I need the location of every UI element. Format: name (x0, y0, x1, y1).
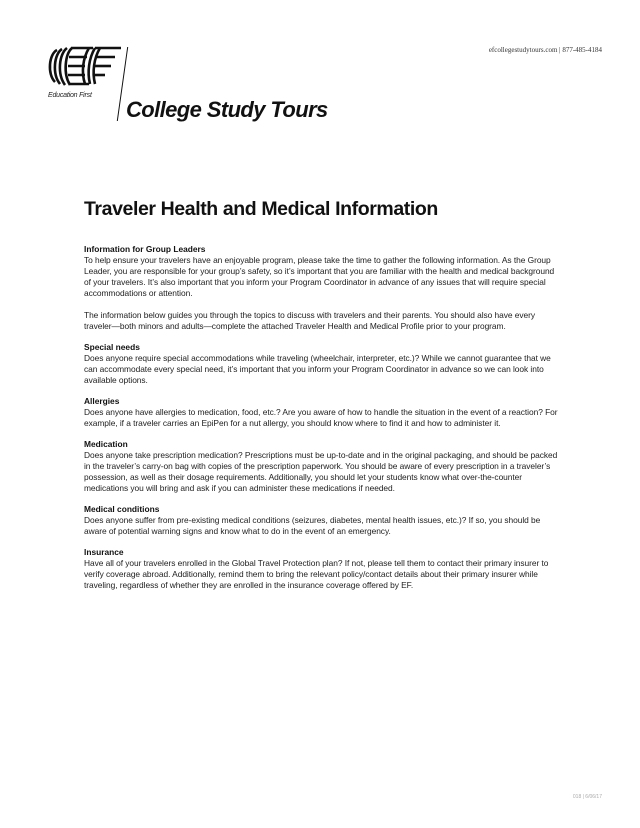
section-heading: Allergies (84, 396, 120, 406)
section-paragraph: Does anyone suffer from pre-existing medical conditions (seizures, diabetes, mental health issues, etc.)? If so, you should be aware of potential warning signs and know what to do in the event of an emergency. (84, 515, 541, 536)
section-paragraph: To help ensure your travelers have an enjoyable program, please take the time to gather the following information. As the Group Leader, you are responsible for your group’s safety, so it’s important that you are familiar with the health and medical background of your travelers. It’s also important that you inform your Program Coordinator in advance of any issues that will require special accommodations or attention. (84, 255, 555, 298)
brand-title: College Study Tours (126, 97, 328, 122)
ef-logo-text: Education First (48, 92, 92, 99)
section-heading: Medical conditions (84, 504, 160, 514)
section-paragraph: The information below guides you through the topics to discuss with travelers and their parents. You should also have every traveler—both minors and adults—complete the attached Traveler Health and Medical Profile prior to your program. (84, 310, 536, 331)
section-group-leaders (84, 244, 562, 332)
section-paragraph: Does anyone take prescription medication? Prescriptions must be up-to-date and in the original packaging, and should be packed in the traveler’s carry-on bag with copies of the prescription paperwork. You should be aware of every prescription in a traveler’s possession, as well as their dosage requirements. Additionally, you should let your students know what over-the-counter medications you will bring and ask if you can administer these medications if needed. (84, 450, 558, 493)
section-heading: Special needs (84, 342, 140, 352)
section-heading: Information for Group Leaders (84, 244, 206, 254)
page-title: Traveler Health and Medical Information (84, 198, 438, 220)
section-allergies (84, 396, 562, 429)
section-insurance (84, 547, 562, 591)
section-medical-conditions (84, 504, 562, 537)
section-paragraph: Does anyone have allergies to medication, food, etc.? Are you aware of how to handle the situation in the event of a reaction? For example, if a traveler carries an EpiPen for a nut allergy, you should know where to find it and how to administer it. (84, 407, 558, 428)
section-paragraph: Does anyone require special accommodations while traveling (wheelchair, interpreter, etc.)? While we cannot guarantee that we can accommodate every special need, it’s important that you inform your Program Coordinator in advance so we can look into available options. (84, 353, 551, 385)
footer-document-code: 018 | 6/06/17 (572, 794, 602, 800)
section-medication (84, 439, 562, 494)
section-special-needs (84, 342, 562, 386)
header-contact-info: efcollegestudytours.com | 877-485-4184 (488, 46, 602, 54)
section-paragraph: Have all of your travelers enrolled in the Global Travel Protection plan? If not, please tell them to contact their primary insurer to verify coverage abroad. Additionally, remind them to bring the relevant policy/contact details about their primary insurer while traveling, regardless of whether they are enrolled in the insurance coverage offered by EF. (84, 558, 549, 590)
ef-logo-mark-icon (45, 44, 123, 90)
section-heading: Medication (84, 439, 128, 449)
document-body (84, 244, 562, 601)
section-heading: Insurance (84, 547, 124, 557)
